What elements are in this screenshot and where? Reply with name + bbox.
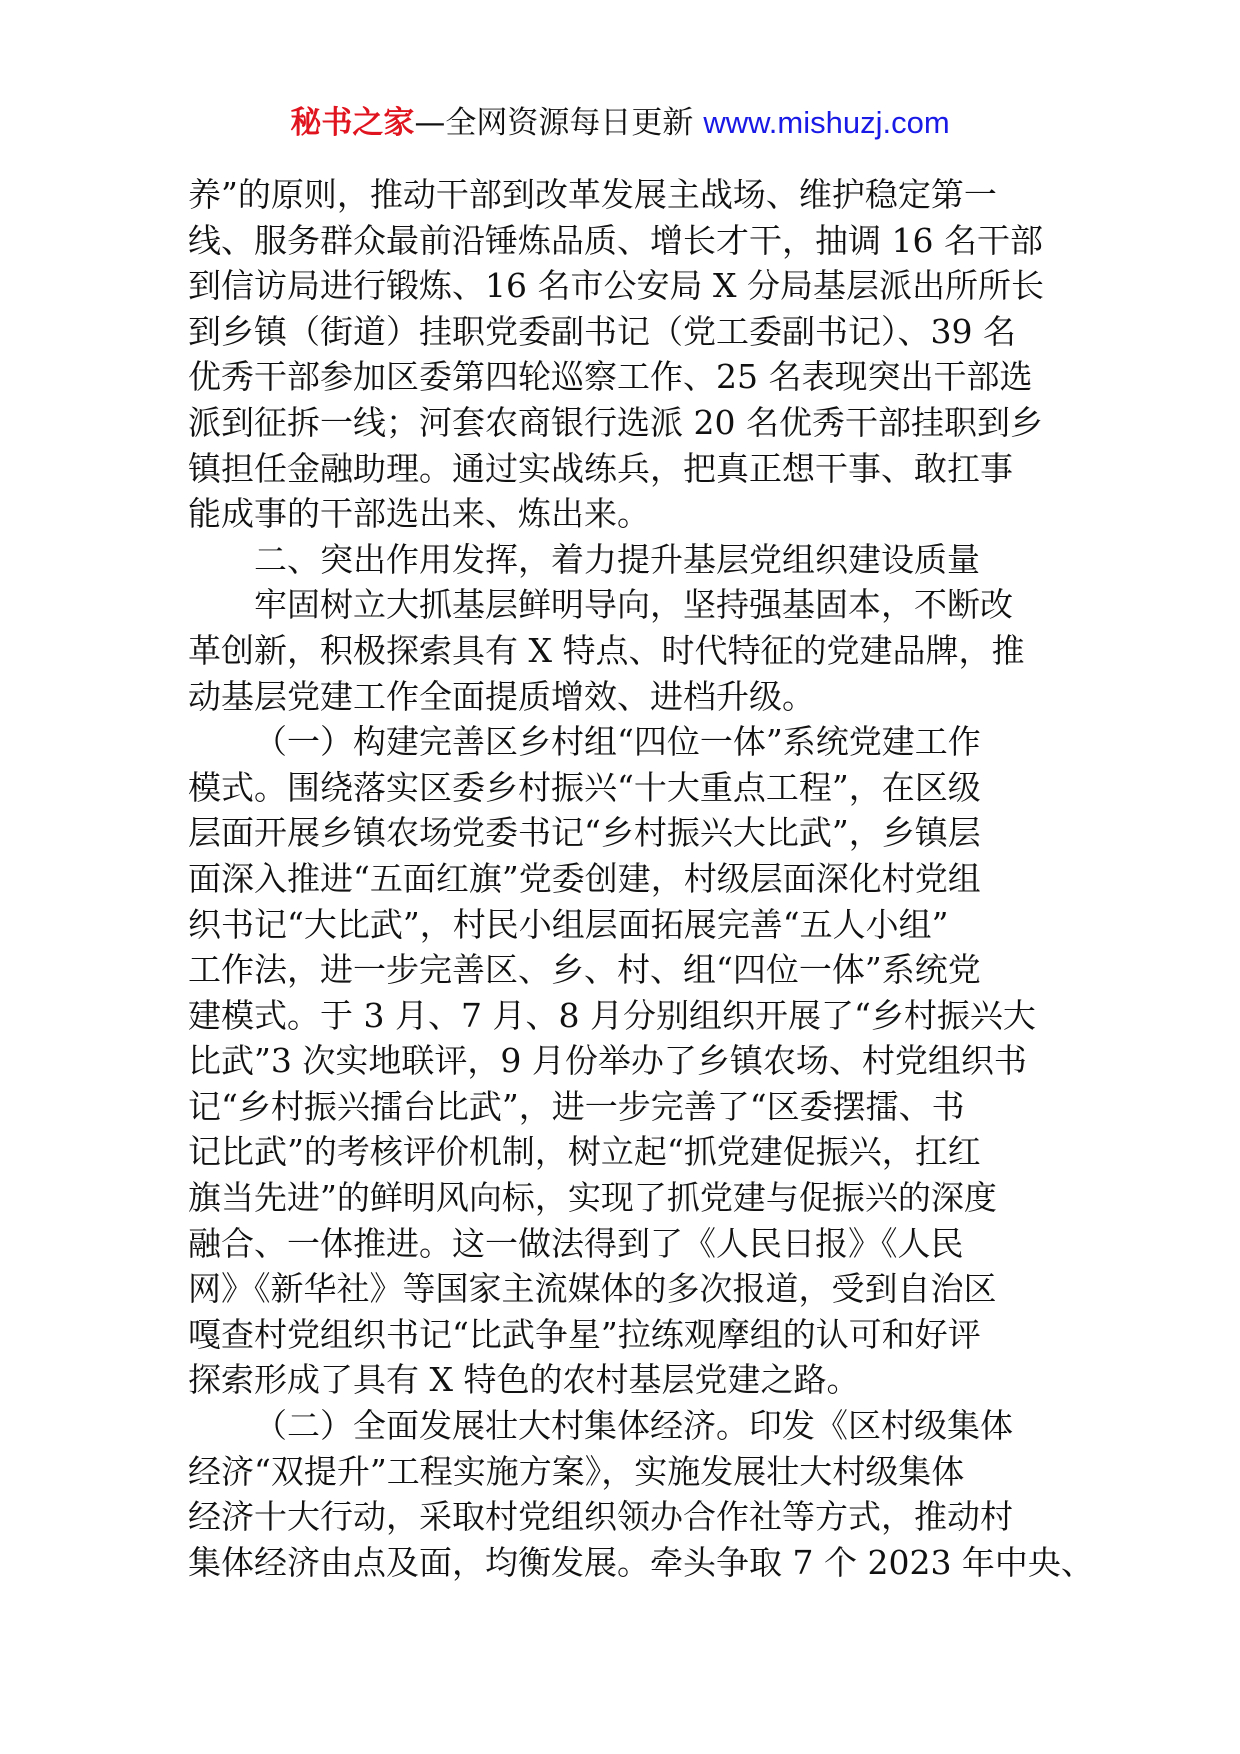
brand-name: 秘书之家: [290, 105, 415, 141]
text-line: 到信访局进行锻炼、16 名市公安局 X 分局基层派出所所长: [188, 266, 1044, 306]
section-heading: 二、突出作用发挥，着力提升基层党组织建设质量: [254, 539, 980, 579]
document-body: [188, 172, 1094, 1585]
text-line: 线、服务群众最前沿锤炼品质、增长才干，抽调 16 名干部: [188, 220, 1043, 260]
text-line: 能成事的干部选出来、炼出来。: [188, 494, 650, 534]
text-line: 养”的原则，推动干部到改革发展主战场、维护稳定第一: [188, 175, 997, 214]
text-line: 记“乡村振兴擂台比武”，进一步完善了“区委摆擂、书: [188, 1086, 965, 1126]
text-line: 革创新，积极探索具有 X 特点、时代特征的党建品牌，推: [188, 630, 1025, 670]
text-line: 到乡镇（街道）挂职党委副书记（党工委副书记）、39 名: [188, 311, 1016, 351]
text-line: 融合、一体推进。这一做法得到了《人民日报》《人民: [188, 1223, 964, 1263]
text-line: 集体经济由点及面，均衡发展。牵头争取 7 个 2023 年中央、: [188, 1542, 1094, 1582]
text-line: 面深入推进“五面红旗”党委创建，村级层面深化村党组: [188, 858, 981, 898]
text-line: 工作法，进一步完善区、乡、村、组“四位一体”系统党: [188, 950, 981, 990]
text-line: 派到征拆一线；河套农商银行选派 20 名优秀干部挂职到乡: [188, 402, 1043, 442]
text-line: 记比武”的考核评价机制，树立起“抓党建促振兴，扛红: [188, 1132, 981, 1172]
text-line: 探索形成了具有 X 特色的农村基层党建之路。: [188, 1360, 860, 1400]
text-line: 织书记“大比武”，村民小组层面拓展完善“五人小组”: [188, 904, 949, 944]
text-line: 层面开展乡镇农场党委书记“乡村振兴大比武”，乡镇层: [188, 813, 981, 853]
text-line: 旗当先进”的鲜明风向标，实现了抓党建与促振兴的深度: [188, 1178, 997, 1218]
site-url-link[interactable]: www.mishuzj.com: [703, 105, 950, 140]
header-tagline: —全网资源每日更新: [414, 105, 694, 141]
page-header: [0, 100, 1240, 146]
text-line: （二）全面发展壮大村集体经济。印发《区村级集体: [254, 1406, 1013, 1446]
text-line: 经济“双提升”工程实施方案》，实施发展壮大村级集体: [188, 1451, 965, 1491]
text-line: 建模式。于 3 月、7 月、8 月分别组织开展了“乡村振兴大: [188, 995, 1036, 1035]
text-line: 动基层党建工作全面提质增效、进档升级。: [188, 676, 815, 716]
text-line: 模式。围绕落实区委乡村振兴“十大重点工程”，在区级: [188, 767, 981, 807]
text-line: 网》《新华社》等国家主流媒体的多次报道，受到自治区: [188, 1269, 997, 1309]
text-line: 镇担任金融助理。通过实战练兵，把真正想干事、敢扛事: [188, 448, 1013, 488]
text-line: 牢固树立大抓基层鲜明导向，坚持强基固本，不断改: [254, 585, 1013, 625]
text-line: （一）构建完善区乡村组“四位一体”系统党建工作: [254, 722, 981, 762]
text-line: 比武”3 次实地联评，9 月份举办了乡镇农场、村党组织书: [188, 1041, 1027, 1081]
text-line: 嘎查村党组织书记“比武争星”拉练观摩组的认可和好评: [188, 1314, 981, 1354]
text-line: 经济十大行动，采取村党组织领办合作社等方式，推动村: [188, 1497, 1013, 1537]
text-line: 优秀干部参加区委第四轮巡察工作、25 名表现突出干部选: [188, 357, 1033, 397]
